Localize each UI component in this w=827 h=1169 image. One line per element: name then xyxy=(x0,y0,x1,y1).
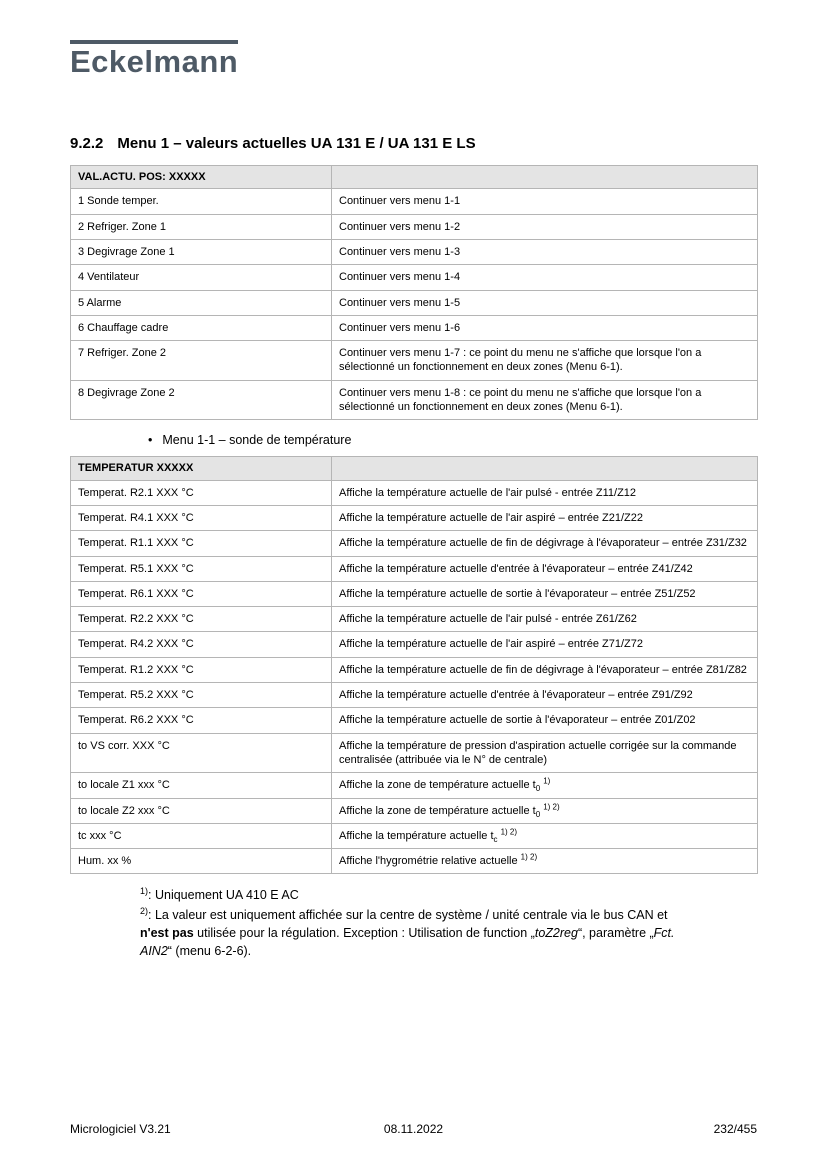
description-cell: Affiche la température actuelle de l'air aspiré – entrée Z21/Z22 xyxy=(332,505,758,530)
description-cell: Affiche la température actuelle de l'air pulsé - entrée Z11/Z12 xyxy=(332,480,758,505)
table-row xyxy=(71,480,758,505)
param-cell: to VS corr. XXX °C xyxy=(71,733,332,773)
footnote: $^{2)}$: La valeur est uniquement affichée sur la centre de système / unité centrale via le bus CAN et n'est pas utilisée pour la régulation. Exception : Utilisation de function „toZ2reg“, paramètre „Fct. AIN2“ (menu 6-2-6). xyxy=(140,905,675,958)
temperatur-table-head xyxy=(71,457,758,480)
bullet-icon: • xyxy=(148,433,153,448)
description-cell: Affiche la température actuelle de l'air pulsé - entrée Z61/Z62 xyxy=(332,607,758,632)
footnote: $^{1)}$: Uniquement UA 410 E AC xyxy=(140,886,299,903)
param-cell: 5 Alarme xyxy=(71,290,332,315)
table-row xyxy=(71,773,758,798)
table-row xyxy=(71,265,758,290)
val-actu-table xyxy=(70,165,758,420)
description-cell: Affiche la zone de température actuelle $t_0$ $^{1) 2)}$ xyxy=(332,798,758,823)
description-cell: Continuer vers menu 1-1 xyxy=(332,189,758,214)
description-cell: Continuer vers menu 1-7 : ce point du menu ne s'affiche que lorsque l'on a sélectionné un fonctionnement en deux zones (Menu 6-1). xyxy=(332,341,758,381)
bullet-item xyxy=(148,433,687,447)
table-row xyxy=(71,798,758,823)
description-cell: Continuer vers menu 1-4 xyxy=(332,265,758,290)
table-header-row xyxy=(71,457,758,480)
description-cell: Affiche la température actuelle de fin de dégivrage à l'évaporateur – entrée Z81/Z82 xyxy=(332,657,758,682)
table-row xyxy=(71,556,758,581)
param-cell: Temperat. R5.2 XXX °C xyxy=(71,683,332,708)
param-cell: to locale Z1 xxx °C xyxy=(71,773,332,798)
param-cell: Temperat. R1.2 XXX °C xyxy=(71,657,332,682)
temperatur-table-body xyxy=(71,480,758,874)
table-row xyxy=(71,849,758,874)
table-row xyxy=(71,708,758,733)
footer-page-number: 232/455 xyxy=(713,1122,757,1136)
table-row xyxy=(71,189,758,214)
param-cell: 7 Refriger. Zone 2 xyxy=(71,341,332,381)
table-row xyxy=(71,733,758,773)
description-cell: Continuer vers menu 1-5 xyxy=(332,290,758,315)
table-row xyxy=(71,581,758,606)
eckelmann-logo: Eckelmann xyxy=(70,40,238,79)
description-cell: Continuer vers menu 1-8 : ce point du menu ne s'affiche que lorsque l'on a sélectionné un fonctionnement en deux zones (Menu 6-1). xyxy=(332,380,758,420)
page-content xyxy=(70,165,757,960)
val-actu-table-head xyxy=(71,166,758,189)
section-title: Menu 1 – valeurs actuelles UA 131 E / UA 131 E LS xyxy=(117,135,476,153)
description-cell: Affiche la température actuelle de l'air aspiré – entrée Z71/Z72 xyxy=(332,632,758,657)
param-cell: to locale Z2 xxx °C xyxy=(71,798,332,823)
table-row xyxy=(71,315,758,340)
temperatur-table xyxy=(70,456,758,874)
page-footer xyxy=(70,1122,757,1136)
description-cell: Affiche la température actuelle de sortie à l'évaporateur – entrée Z51/Z52 xyxy=(332,581,758,606)
table-row xyxy=(71,607,758,632)
val-actu-table-body xyxy=(71,189,758,420)
table-row xyxy=(71,290,758,315)
param-cell: Temperat. R5.1 XXX °C xyxy=(71,556,332,581)
table-header-row xyxy=(71,166,758,189)
description-cell: Affiche la température actuelle d'entrée à l'évaporateur – entrée Z91/Z92 xyxy=(332,683,758,708)
table-row xyxy=(71,823,758,848)
param-cell: Temperat. R6.1 XXX °C xyxy=(71,581,332,606)
param-cell: tc xxx °C xyxy=(71,823,332,848)
table-row xyxy=(71,657,758,682)
table-row xyxy=(71,683,758,708)
footnotes xyxy=(140,886,687,960)
footnote-marker: 2) xyxy=(140,905,149,916)
param-cell: Temperat. R6.2 XXX °C xyxy=(71,708,332,733)
table-row xyxy=(71,239,758,264)
description-cell: Continuer vers menu 1-2 xyxy=(332,214,758,239)
description-cell: Affiche la zone de température actuelle $t_0$ $^{1)}$ xyxy=(332,773,758,798)
table-header-empty xyxy=(332,457,758,480)
description-cell: Affiche la température actuelle de sortie à l'évaporateur – entrée Z01/Z02 xyxy=(332,708,758,733)
table-row xyxy=(71,531,758,556)
section-number: 9.2.2 xyxy=(70,135,104,153)
table-row xyxy=(71,341,758,381)
param-cell: 4 Ventilateur xyxy=(71,265,332,290)
param-cell: Temperat. R4.2 XXX °C xyxy=(71,632,332,657)
table-row xyxy=(71,632,758,657)
footnote-marker: 1) xyxy=(140,886,149,897)
param-cell: Temperat. R4.1 XXX °C xyxy=(71,505,332,530)
param-cell: 6 Chauffage cadre xyxy=(71,315,332,340)
param-cell: Temperat. R1.1 XXX °C xyxy=(71,531,332,556)
description-cell: Affiche la température actuelle d'entrée à l'évaporateur – entrée Z41/Z42 xyxy=(332,556,758,581)
table-row xyxy=(71,214,758,239)
param-cell: Temperat. R2.1 XXX °C xyxy=(71,480,332,505)
param-cell: 3 Degivrage Zone 1 xyxy=(71,239,332,264)
bullet-label: Menu 1-1 – sonde de température xyxy=(162,433,352,448)
section-heading xyxy=(70,135,757,152)
description-cell: Affiche l'hygrométrie relative actuelle $^{1) 2)}$ xyxy=(332,849,758,874)
description-cell: Continuer vers menu 1-6 xyxy=(332,315,758,340)
description-cell: Affiche la température actuelle de fin de dégivrage à l'évaporateur – entrée Z31/Z32 xyxy=(332,531,758,556)
param-cell: Temperat. R2.2 XXX °C xyxy=(71,607,332,632)
param-cell: 8 Degivrage Zone 2 xyxy=(71,380,332,420)
description-cell: Continuer vers menu 1-3 xyxy=(332,239,758,264)
param-cell: Hum. xx % xyxy=(71,849,332,874)
description-cell: Affiche la température actuelle $t_c$ $^{1) 2)}$ xyxy=(332,823,758,848)
table-header-empty xyxy=(332,166,758,189)
table-row xyxy=(71,505,758,530)
table-header-label: VAL.ACTU. POS: XXXXX xyxy=(71,166,332,189)
param-cell: 1 Sonde temper. xyxy=(71,189,332,214)
footer-date: 08.11.2022 xyxy=(383,1122,444,1136)
table-row xyxy=(71,380,758,420)
footer-version: Micrologiciel V3.21 xyxy=(70,1122,171,1136)
param-cell: 2 Refriger. Zone 1 xyxy=(71,214,332,239)
description-cell: Affiche la température de pression d'aspiration actuelle corrigée sur la commande centralisée (attribuée via le N° de centrale) xyxy=(332,733,758,773)
table-header-label: TEMPERATUR XXXXX xyxy=(71,457,332,480)
